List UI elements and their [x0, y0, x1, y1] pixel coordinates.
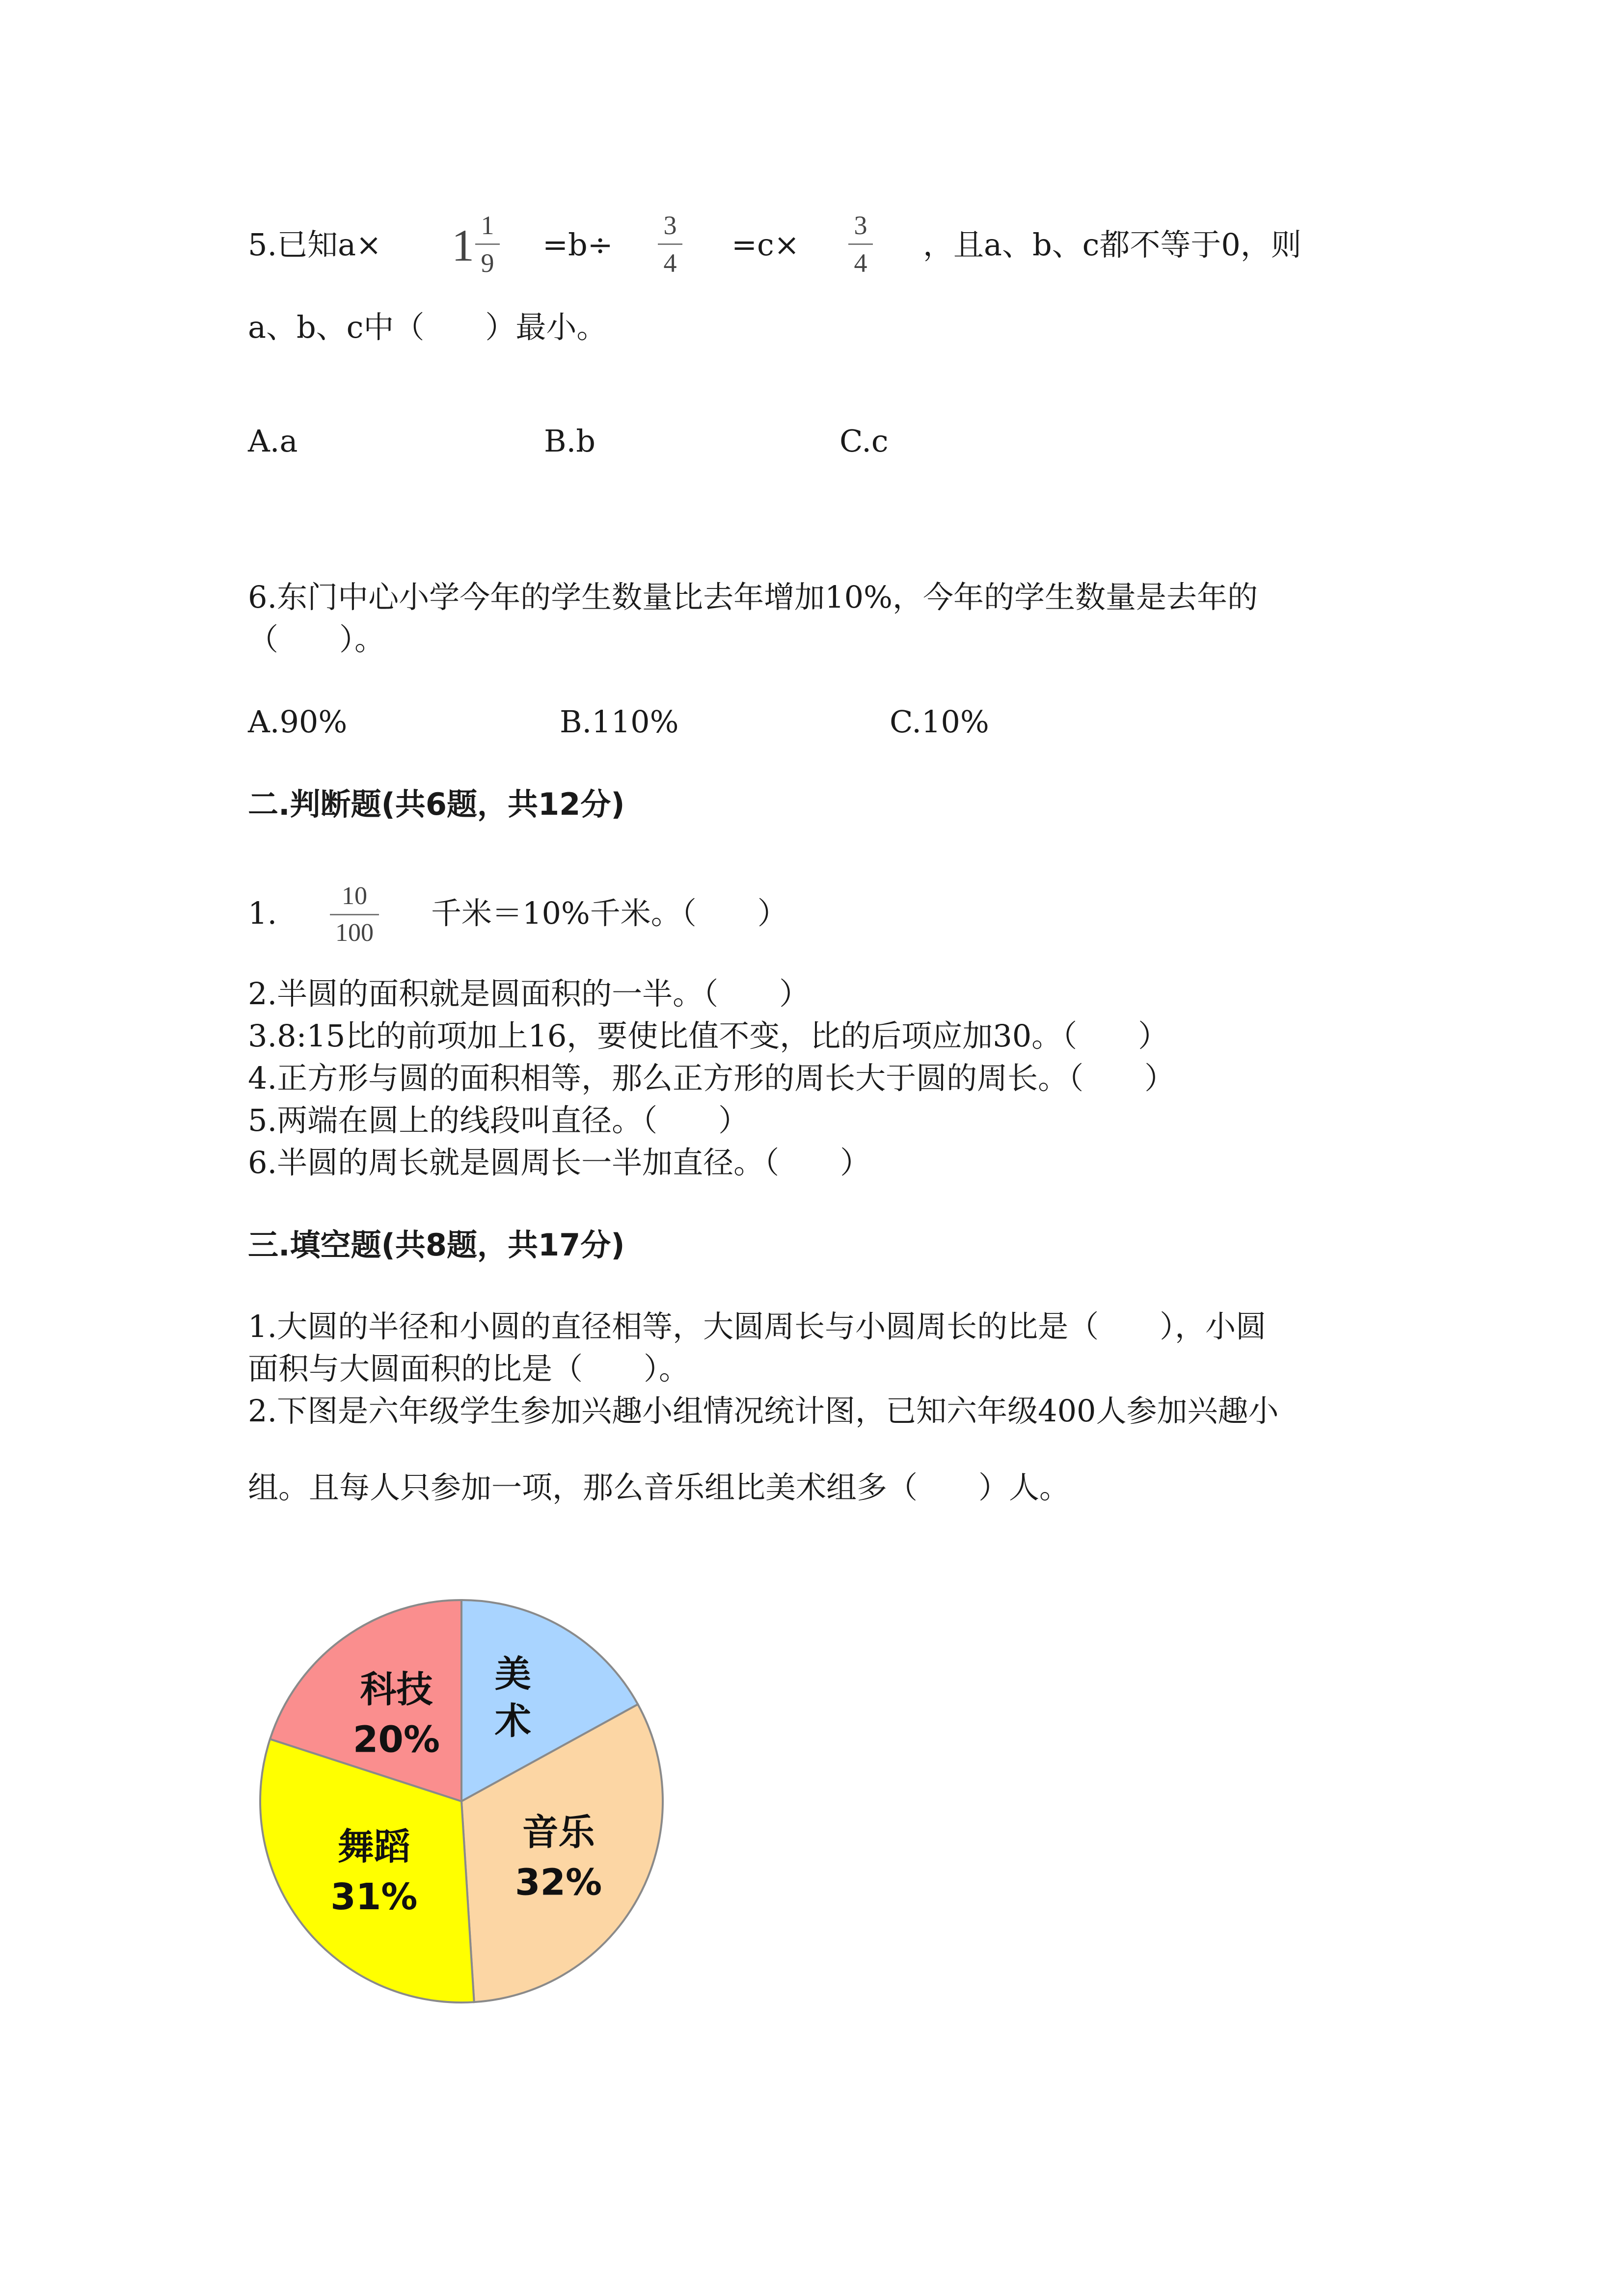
q5-option-a: A.a	[248, 423, 298, 459]
q5-prefix: 5.已知a×	[248, 227, 382, 263]
q5-option-b: B.b	[544, 423, 595, 459]
pie-label-2: 音乐	[522, 1811, 595, 1854]
s3-q2-line2: 组。且每人只参加一项，那么音乐组比美术组多（ ）人。	[248, 1469, 1070, 1505]
q5-mixed-denominator: 9	[481, 248, 494, 278]
fraction-bar	[848, 243, 873, 245]
pie-chart	[245, 1585, 677, 2017]
q5-mixed-fraction	[475, 212, 500, 276]
q6-line2: （ ）。	[248, 621, 385, 657]
pie-value-label-3: 31%	[330, 1876, 418, 1919]
s2-q1-fraction	[330, 883, 379, 946]
s2-item-4: 4.正方形与圆的面积相等，那么正方形的周长大于圆的周长。（ ）	[248, 1060, 1175, 1096]
s2-q1-fraction-denominator: 100	[335, 919, 374, 947]
s3-q1-line1: 1.大圆的半径和小圆的直径相等，大圆周长与小圆周长的比是（ ），小圆	[248, 1308, 1267, 1344]
q5-line2: a、b、c中（ ）最小。	[248, 309, 607, 345]
s2-q1-fraction-numerator: 10	[342, 882, 367, 910]
q5-mixed-numerator: 1	[481, 211, 494, 240]
pie-label-4: 科技	[360, 1668, 433, 1711]
section2-title: 二.判断题(共6题，共12分)	[248, 786, 625, 822]
q6-option-b: B.110%	[560, 704, 679, 740]
q5-option-c: C.c	[839, 423, 889, 459]
section3-title: 三.填空题(共8题，共17分)	[248, 1227, 625, 1263]
pie-label-1-char-2: 术	[494, 1700, 531, 1742]
s3-q1-line2: 面积与大圆面积的比是（ ）。	[248, 1351, 690, 1387]
pie-value-label-2: 32%	[515, 1861, 602, 1904]
q6-option-c: C.10%	[890, 704, 989, 740]
fraction-bar	[475, 243, 500, 245]
s2-item-6: 6.半圆的周长就是圆周长一半加直径。（ ）	[248, 1145, 871, 1180]
q5-fraction-c-denominator: 4	[854, 248, 867, 278]
q5-fraction-b-numerator: 3	[663, 211, 677, 240]
s2-item-5: 5.两端在圆上的线段叫直径。（ ）	[248, 1102, 749, 1138]
q5-eq-c: =c×	[731, 227, 800, 263]
s2-item-2: 2.半圆的面积就是圆面积的一半。（ ）	[248, 976, 810, 1012]
q5-fraction-b-denominator: 4	[663, 248, 677, 278]
s2-q1-prefix: 1.	[248, 895, 277, 931]
q6-line1: 6.东门中心小学今年的学生数量比去年增加10%，今年的学生数量是去年的	[248, 579, 1258, 615]
pie-label-3: 舞蹈	[337, 1826, 410, 1869]
q5-fraction-c-numerator: 3	[854, 211, 867, 240]
q5-eq-b: =b÷	[542, 227, 613, 263]
pie-value-label-4: 20%	[352, 1718, 440, 1761]
pie-label-1-char-1: 美	[494, 1653, 531, 1695]
fraction-bar	[330, 914, 379, 915]
q5-suffix: ，且a、b、c都不等于0，则	[923, 227, 1301, 263]
fraction-bar	[658, 243, 682, 245]
q5-fraction-b	[658, 212, 682, 276]
s3-q2-line1: 2.下图是六年级学生参加兴趣小组情况统计图，已知六年级400人参加兴趣小	[248, 1393, 1279, 1429]
q6-option-a: A.90%	[248, 704, 348, 740]
s2-item-3: 3.8:15比的前项加上16，要使比值不变，比的后项应加30。（ ）	[248, 1018, 1169, 1054]
q5-fraction-c	[848, 212, 873, 276]
s2-q1-suffix: 千米＝10%千米。（ ）	[431, 895, 788, 931]
q5-mixed-whole: 1	[452, 220, 474, 270]
